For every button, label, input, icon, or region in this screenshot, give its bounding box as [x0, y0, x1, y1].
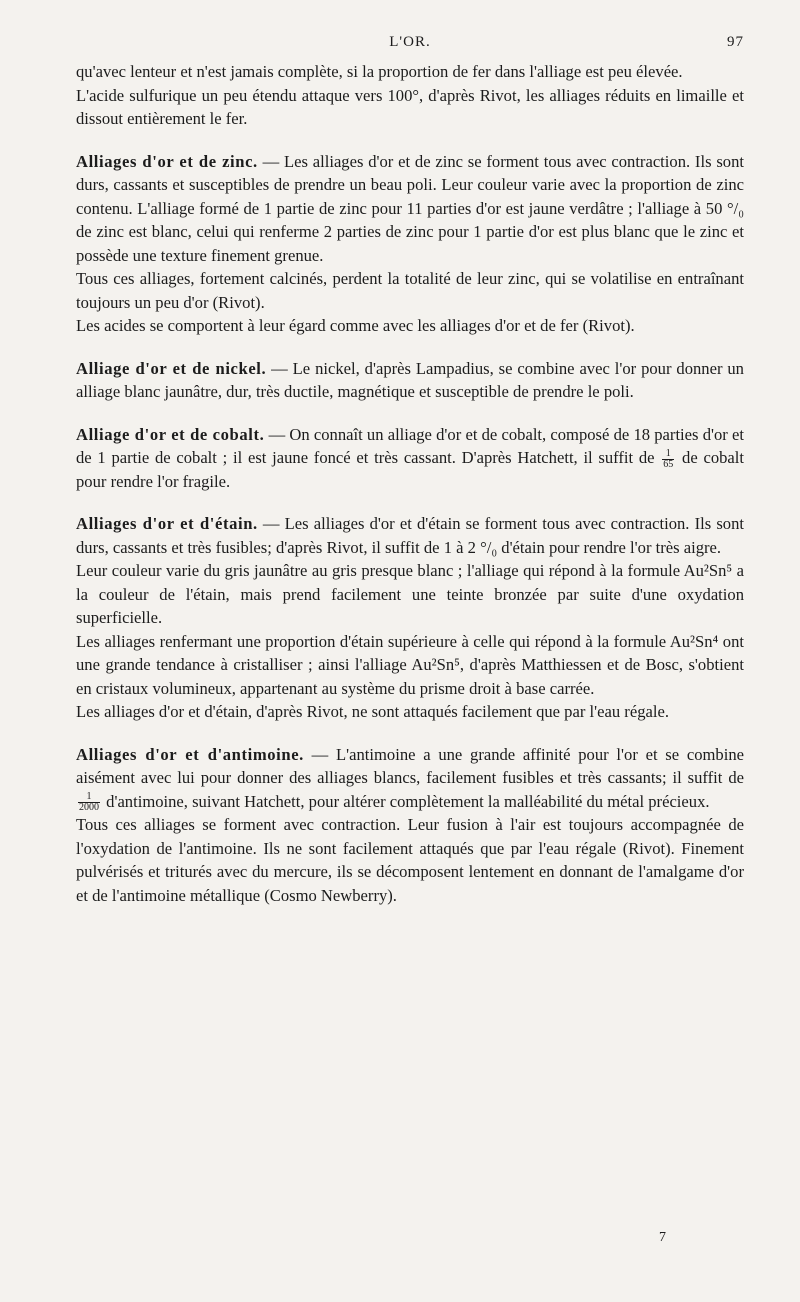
- section-heading: Alliage d'or et de nickel.: [76, 358, 267, 378]
- fraction: $\frac{1}{65}$: [663, 447, 674, 470]
- body-text: [76, 60, 744, 907]
- paragraph: Tous ces alliages se forment avec contraction. Leur fusion à l'air est toujours accompagnée de l'oxydation de l'antimoine. Ils ne sont facilement attaqués que par l'eau régale (Rivot). Finement pulvérisés et triturés avec du mercure, ils se décomposent lentement en donnant de l'amalgame d'or et de l'antimoine métallique (Cosmo Newberry).: [76, 815, 744, 905]
- running-title: L'OR.: [389, 34, 431, 50]
- fraction: $\frac{1}{2000}$: [79, 791, 99, 814]
- section-heading: Alliages d'or et de zinc.: [76, 151, 258, 171]
- section-cobalt: Alliage d'or et de cobalt. — On connaît un alliage d'or et de cobalt, composé de 18 parties d'or et de 1 partie de cobalt ; il est jaune foncé et très cassant. D'après Hatchett, il suffit de $\frac{1}{65}$ de cobalt pour rendre l'or fragile.: [76, 424, 744, 491]
- paragraph: Les alliages renfermant une proportion d'étain supérieure à celle qui répond à la formule Au²Sn⁴ ont une grande tendance à cristalliser ; ainsi l'alliage Au²Sn⁵, d'après Matthiessen et de Bosc, s'obtient en cristaux volumineux, appartenant au système du prisme droit à base carrée.: [76, 631, 744, 698]
- section-nickel: Alliage d'or et de nickel. — Le nickel, d'après Lampadius, se combine avec l'or pour donner un alliage blanc jaunâtre, dur, très ductile, magnétique et susceptible de prendre le poli.: [76, 358, 744, 401]
- paragraph: qu'avec lenteur et n'est jamais complète, si la proportion de fer dans l'alliage est peu élevée.: [76, 62, 683, 81]
- section-etain: Alliages d'or et d'étain. — Les alliages d'or et d'étain se forment tous avec contraction. Ils sont durs, cassants et très fusibles; d'après Rivot, il suffit de 1 à 2 °/₀ d'étain pour rendre l'or très aigre.: [76, 514, 744, 557]
- section-heading: Alliages d'or et d'antimoine.: [76, 744, 304, 764]
- paragraph: Leur couleur varie du gris jaunâtre au gris presque blanc ; l'alliage qui répond à la formule Au²Sn⁵ a la couleur de l'étain, mais prend facilement une teinte bronzée par suite d'une oxydation superficielle.: [76, 561, 744, 628]
- paragraph: Les acides se comportent à leur égard comme avec les alliages d'or et de fer (Rivot).: [76, 316, 635, 335]
- signature-mark: 7: [659, 1230, 666, 1245]
- page-number: 97: [727, 34, 744, 50]
- section-zinc: Alliages d'or et de zinc. — Les alliages d'or et de zinc se forment tous avec contraction. Ils sont durs, cassants et susceptibles de prendre un beau poli. Leur couleur varie avec la proportion de zinc contenu. L'alliage formé de 1 partie de zinc pour 11 parties d'or est jaune verdâtre ; l'alliage à 50 °/₀ de zinc est blanc, celui qui renferme 2 parties de zinc pour 1 partie d'or est plus blanc que le zinc et possède une texture finement grenue.: [76, 151, 744, 265]
- paragraph: Les alliages d'or et d'étain, d'après Rivot, ne sont attaqués facilement que par l'eau régale.: [76, 702, 669, 722]
- section-heading: Alliage d'or et de cobalt.: [76, 424, 265, 444]
- section-heading: Alliages d'or et d'étain.: [76, 514, 258, 534]
- running-header: [76, 34, 744, 56]
- paragraph: L'acide sulfurique un peu étendu attaque vers 100°, d'après Rivot, les alliages réduits en limaille et dissout entièrement le fer.: [76, 85, 744, 128]
- paragraph: Tous ces alliages, fortement calcinés, perdent la totalité de leur zinc, qui se volatilise en entraînant toujours un peu d'or (Rivot).: [76, 269, 744, 312]
- section-antimoine: Alliages d'or et d'antimoine. — L'antimoine a une grande affinité pour l'or et se combine aisément avec lui pour donner des alliages blancs, facilement fusibles et très cassants; il suffit de $\frac{1}{2000}$ d'antimoine, suivant Hatchett, pour altérer complètement la malléabilité du métal précieux.: [76, 744, 744, 814]
